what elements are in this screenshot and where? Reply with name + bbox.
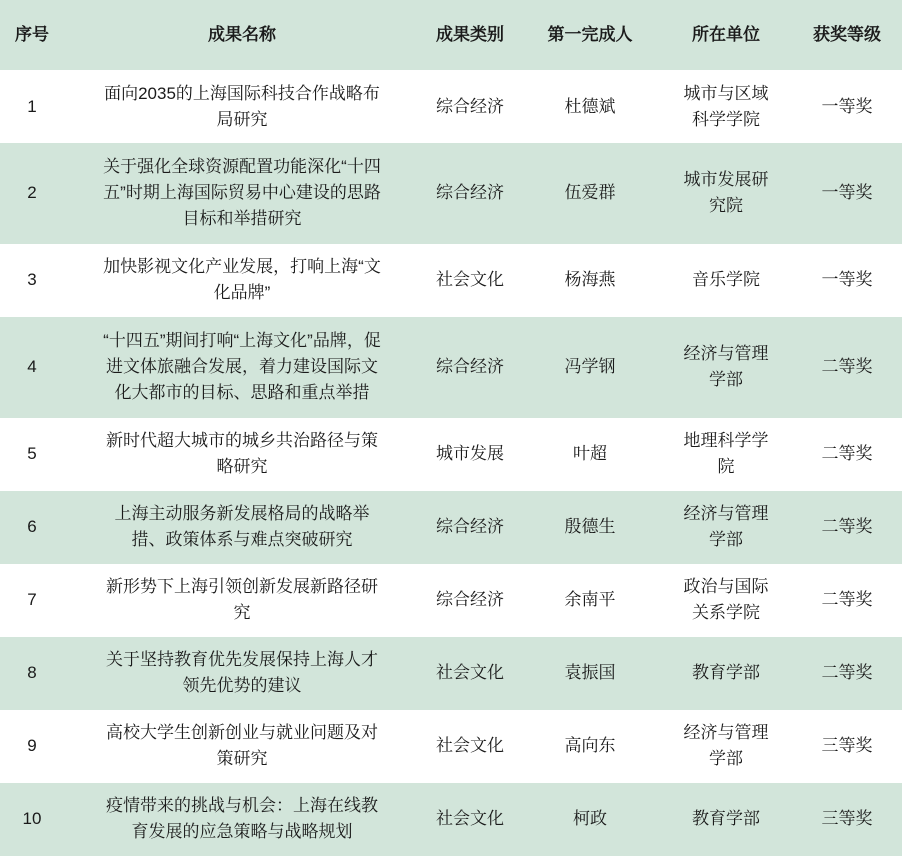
table-row: [0, 710, 902, 783]
cell-award: 一等奖: [821, 96, 873, 116]
table-header: [0, 0, 902, 70]
cell-title: 上海主动服务新发展格局的战略举措、政策体系与难点突破研究: [114, 504, 370, 550]
cell-index: 8: [27, 663, 37, 683]
column-header-first_author: 第一完成人: [547, 25, 633, 44]
cell-award: 二等奖: [821, 663, 873, 683]
cell-award: 三等奖: [821, 736, 873, 756]
cell-first_author: 杨海燕: [564, 270, 616, 290]
cell-category: 综合经济: [436, 183, 504, 203]
cell-unit: 教育学部: [692, 663, 760, 683]
cell-unit: 经济与管理学部: [683, 344, 769, 390]
table-row: [0, 244, 902, 317]
cell-title: 疫情带来的挑战与机会：上海在线教育发展的应急策略与战略规划: [106, 796, 378, 842]
cell-award: 二等奖: [821, 444, 873, 464]
cell-first_author: 柯政: [573, 809, 607, 829]
cell-award: 三等奖: [821, 809, 873, 829]
cell-category: 综合经济: [436, 517, 504, 537]
cell-award: 二等奖: [821, 517, 873, 537]
table-row: [0, 491, 902, 564]
cell-category: 城市发展: [436, 444, 504, 464]
cell-index: 1: [27, 96, 37, 116]
column-header-unit: 所在单位: [692, 25, 760, 44]
table-row: [0, 564, 902, 637]
cell-title: 面向2035的上海国际科技合作战略布局研究: [104, 83, 380, 129]
column-header-index: 序号: [15, 25, 49, 44]
cell-category: 综合经济: [436, 96, 504, 116]
cell-title: 高校大学生创新创业与就业问题及对策研究: [106, 723, 378, 769]
table-row: [0, 783, 902, 856]
cell-first_author: 余南平: [564, 590, 616, 610]
table-body: [0, 70, 902, 856]
cell-category: 综合经济: [436, 357, 504, 377]
cell-first_author: 叶超: [573, 444, 607, 464]
cell-index: 4: [27, 357, 37, 377]
cell-title: 加快影视文化产业发展，打响上海“文化品牌”: [103, 257, 381, 303]
cell-first_author: 高向东: [564, 736, 616, 756]
cell-index: 3: [27, 270, 37, 290]
cell-index: 2: [27, 183, 37, 203]
cell-first_author: 袁振国: [564, 663, 616, 683]
cell-index: 6: [27, 517, 37, 537]
cell-category: 社会文化: [436, 736, 504, 756]
cell-category: 社会文化: [436, 809, 504, 829]
column-header-award: 获奖等级: [813, 25, 881, 44]
cell-index: 5: [27, 444, 37, 464]
cell-title: 关于坚持教育优先发展保持上海人才领先优势的建议: [106, 650, 378, 696]
table-row: [0, 637, 902, 710]
cell-unit: 政治与国际关系学院: [683, 577, 769, 623]
cell-category: 综合经济: [436, 590, 504, 610]
cell-unit: 教育学部: [692, 809, 760, 829]
column-header-category: 成果类别: [436, 25, 504, 44]
cell-unit: 地理科学学院: [683, 431, 769, 477]
cell-index: 7: [27, 590, 37, 610]
cell-title: 关于强化全球资源配置功能深化“十四五”时期上海国际贸易中心建设的思路目标和举措研究: [103, 157, 381, 229]
cell-award: 二等奖: [821, 357, 873, 377]
cell-first_author: 杜德斌: [564, 96, 616, 116]
table-row: [0, 317, 902, 418]
table-header-row: [0, 0, 902, 70]
cell-first_author: 伍爱群: [564, 183, 616, 203]
table-row: [0, 70, 902, 143]
cell-unit: 城市与区域科学学院: [683, 83, 769, 129]
table-row: [0, 418, 902, 491]
cell-title: 新时代超大城市的城乡共治路径与策略研究: [106, 431, 378, 477]
cell-category: 社会文化: [436, 270, 504, 290]
cell-unit: 经济与管理学部: [683, 504, 769, 550]
cell-award: 一等奖: [821, 183, 873, 203]
column-header-title: 成果名称: [208, 25, 276, 44]
cell-first_author: 殷德生: [564, 517, 616, 537]
cell-index: 10: [22, 809, 42, 829]
cell-title: “十四五”期间打响“上海文化”品牌，促进文体旅融合发展，着力建设国际文化大都市的目标、思路和重点举措: [103, 331, 381, 403]
cell-title: 新形势下上海引领创新发展新路径研究: [106, 577, 378, 623]
cell-unit: 城市发展研究院: [683, 170, 769, 216]
cell-award: 一等奖: [821, 270, 873, 290]
cell-first_author: 冯学钢: [564, 357, 616, 377]
cell-unit: 音乐学院: [692, 270, 760, 290]
cell-category: 社会文化: [436, 663, 504, 683]
cell-index: 9: [27, 736, 37, 756]
table-row: [0, 143, 902, 244]
cell-unit: 经济与管理学部: [683, 723, 769, 769]
cell-award: 二等奖: [821, 590, 873, 610]
